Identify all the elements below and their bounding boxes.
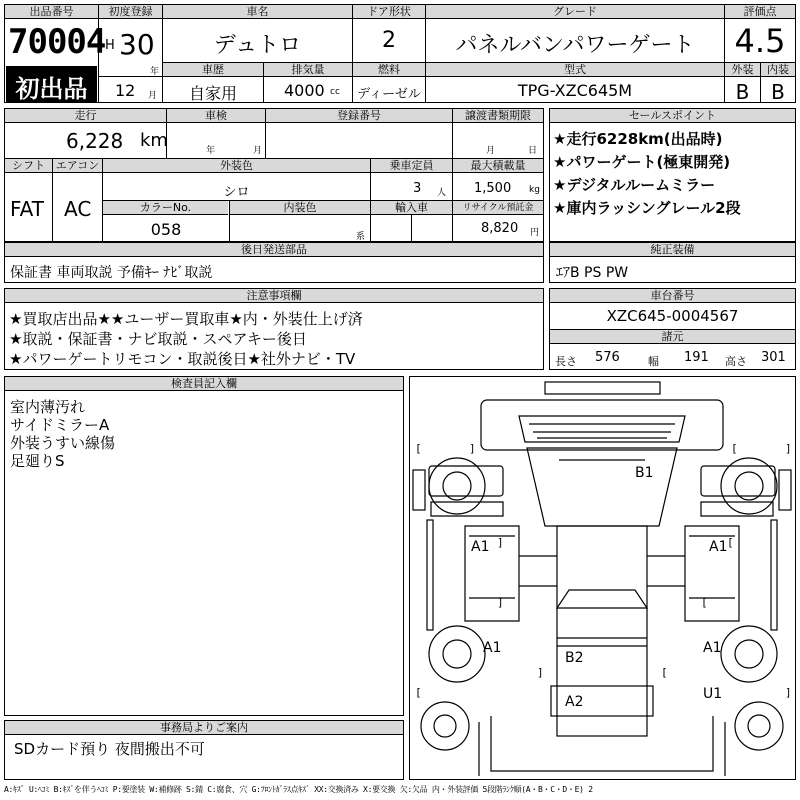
car-name-header: 車名 [163, 5, 352, 19]
inspector-line-2: サイドミラーA [10, 416, 110, 434]
recycle-deposit-value: 8,820 [481, 221, 519, 236]
interior-color-header: 内装色 [230, 201, 370, 215]
mark-cab-roof: B1 [635, 465, 654, 481]
score-value: 4.5 [734, 22, 786, 60]
history-header: 車歴 [163, 63, 263, 77]
genuine-equipment-text: ｴｱB PS PW [556, 265, 629, 281]
office-message-header: 事務局よりご案内 [5, 721, 403, 735]
sales-point-3: ★デジタルルームミラー [553, 176, 716, 194]
inspector-notes-header: 検査員記入欄 [5, 377, 403, 391]
sales-point-2: ★パワーゲート(極東開発) [553, 153, 731, 171]
ac-header: エアコン [53, 159, 102, 173]
mark-right-rear: A1 [703, 640, 722, 656]
mark-left-front: A1 [471, 539, 490, 555]
grade-value: パネルバンパワーゲート [455, 33, 695, 58]
grade-header: グレード [426, 5, 724, 19]
height-value: 301 [761, 350, 786, 365]
later-parts-text: 保証書 車両取説 予備ｷｰ ﾅﾋﾞ取説 [10, 265, 213, 281]
max-load-header: 最大積載量 [453, 159, 543, 173]
sales-points-header: セールスポイント [550, 109, 795, 123]
capacity-header: 乗車定員 [371, 159, 452, 173]
mileage-header: 走行 [5, 109, 166, 123]
first-reg-month: 12 [115, 81, 136, 100]
mileage-unit: km [140, 130, 168, 151]
svg-text:[: [ [701, 596, 708, 609]
shift-header: シフト [5, 159, 52, 173]
length-value: 576 [595, 350, 620, 365]
notes-header: 注意事項欄 [5, 289, 543, 303]
truck-damage-diagram [409, 376, 796, 780]
interior-score: B [771, 80, 785, 104]
interior-color-unit: 系 [356, 232, 366, 242]
capacity-unit: 人 [437, 188, 447, 198]
door-value: 2 [382, 28, 396, 53]
mark-cargo: B2 [565, 650, 584, 666]
model-header: 型式 [426, 63, 724, 77]
width-value: 191 [684, 350, 709, 365]
exterior-score-header: 外装 [725, 63, 760, 77]
first-registration-header: 初度登録 [99, 5, 162, 19]
inspector-line-3: 外装うすい線傷 [10, 434, 116, 452]
length-label: 長さ [555, 355, 577, 368]
svg-text:]: ] [537, 666, 544, 679]
notes-line-1: ★買取店出品★★ユーザー買取車★内・外装仕上げ済 [9, 310, 363, 328]
height-label: 高さ [725, 355, 747, 368]
import-header: 輸入車 [371, 201, 452, 215]
inspection-month-unit: 月 [253, 146, 263, 156]
svg-text:[: [ [415, 442, 422, 455]
exterior-color-value: シロ [223, 185, 250, 200]
svg-text:]: ] [497, 596, 504, 609]
notes-line-2: ★取説・保証書・ナビ取説・スペアキー後日 [9, 330, 307, 348]
displacement-header: 排気量 [264, 63, 352, 77]
svg-text:]: ] [497, 536, 504, 549]
sales-point-1: ★走行6228km(出品時) [553, 130, 723, 148]
transfer-deadline-header: 譲渡書類期限 [453, 109, 543, 123]
first-reg-year-unit: 年 [150, 67, 160, 77]
specs-header: 諸元 [550, 330, 795, 344]
history-value: 自家用 [188, 84, 237, 103]
sales-point-4: ★庫内ラッシングレール2段 [553, 199, 741, 217]
lot-number-header: 出品番号 [5, 5, 98, 19]
svg-text:]: ] [785, 442, 792, 455]
color-number-header: カラーNo. [103, 201, 228, 215]
chassis-number-value: XZC645-0004567 [606, 307, 739, 325]
first-listing-label: 初出品 [15, 75, 88, 103]
mark-left-rear: A1 [483, 640, 502, 656]
office-message-text: SDカード預り 夜間搬出不可 [14, 740, 205, 758]
mark-rear-gate: U1 [703, 686, 723, 702]
svg-text:]: ] [469, 442, 476, 455]
inspection-year-unit: 年 [206, 146, 216, 156]
inspection-header: 車検 [167, 109, 265, 123]
recycle-deposit-header: リサイクル預託金 [453, 201, 543, 215]
lot-number: 70004 [8, 22, 106, 62]
svg-text:[: [ [661, 666, 668, 679]
ac-value: AC [64, 197, 92, 221]
max-load-value: 1,500 [474, 181, 512, 196]
fuel-header: 燃料 [353, 63, 425, 77]
car-name: デュトロ [213, 33, 302, 58]
genuine-equipment-header: 純正装備 [550, 243, 795, 257]
mark-right-front: A1 [709, 539, 728, 555]
exterior-score: B [735, 80, 750, 104]
inspector-line-4: 足廻りS [10, 452, 65, 470]
recycle-deposit-unit: 円 [530, 228, 540, 238]
svg-text:[: [ [727, 536, 734, 549]
model-value: TPG-XZC645M [517, 81, 633, 100]
notes-line-3: ★パワーゲートリモコン・取説後日★社外ナビ・TV [9, 350, 356, 368]
later-parts-header: 後日発送部品 [5, 243, 543, 257]
door-header: ドア形状 [353, 5, 425, 19]
svg-text:[: [ [731, 442, 738, 455]
registration-number-header: 登録番号 [266, 109, 452, 123]
chassis-number-header: 車台番号 [550, 289, 795, 303]
displacement-unit: cc [330, 87, 340, 97]
width-label: 幅 [648, 355, 659, 368]
mark-rear-bumper: A2 [565, 694, 584, 710]
capacity-value: 3 [413, 181, 422, 196]
interior-score-header: 内装 [761, 63, 795, 77]
inspector-line-1: 室内薄汚れ [10, 398, 86, 416]
mileage-value: 6,228 [66, 129, 124, 153]
displacement-value: 4000 [284, 81, 325, 100]
era-label: H [105, 38, 115, 53]
first-reg-month-unit: 月 [148, 91, 158, 101]
first-reg-year: 30 [119, 28, 155, 61]
shift-value: FAT [10, 197, 45, 221]
svg-text:]: ] [785, 686, 792, 699]
score-header: 評価点 [725, 5, 795, 19]
color-number-value: 058 [150, 220, 182, 239]
svg-text:[: [ [415, 686, 422, 699]
max-load-unit: kg [529, 185, 540, 195]
transfer-month-unit: 月 [486, 146, 496, 156]
legend-text: A:ｷｽﾞ U:ﾍｺﾐ B:ｷｽﾞを伴うﾍｺﾐ P:要塗装 W:補修跡 S:錆 C:腐食、穴 G:ﾌﾛﾝﾄｶﾞﾗｽ点ｷｽﾞ XX:交換済み X:要交換 欠:欠品 内・外装評価 5段階ﾗﾝｸ順(A・B・C・D・E) 2 [4, 785, 593, 794]
fuel-value: ディーゼル [357, 87, 421, 102]
transfer-day-unit: 日 [528, 146, 538, 156]
exterior-color-header: 外装色 [103, 159, 370, 173]
